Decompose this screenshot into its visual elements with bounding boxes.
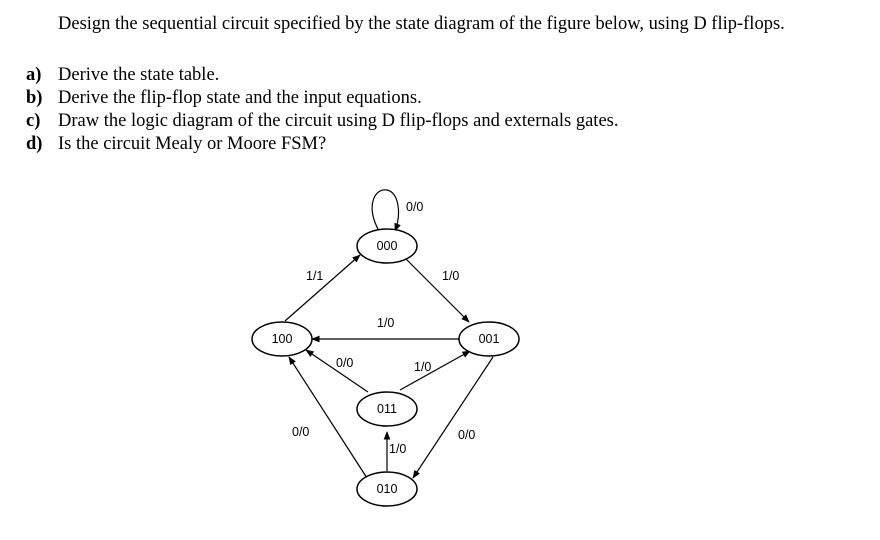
transition-label: 0/0 xyxy=(336,356,354,370)
state-000 xyxy=(357,229,417,263)
transition-label: 1/1 xyxy=(306,269,324,283)
state-010 xyxy=(357,472,417,506)
question-marker: a) xyxy=(26,65,42,85)
question-text: Derive the flip-flop state and the input equations. xyxy=(58,88,422,108)
state-label: 100 xyxy=(271,332,293,346)
transition-label: 1/0 xyxy=(442,269,460,283)
transition-label: 1/0 xyxy=(389,442,407,456)
transition-label: 1/0 xyxy=(377,316,395,330)
transition-000-to-001 xyxy=(405,258,469,322)
transition-001-to-010 xyxy=(413,357,493,478)
question-marker: c) xyxy=(26,111,41,131)
question-text: Draw the logic diagram of the circuit using D flip-flops and externals gates. xyxy=(58,111,619,131)
problem-intro: Design the sequential circuit specified by the state diagram of the figure below, using D flip-flops. xyxy=(58,14,785,34)
state-001 xyxy=(459,322,519,356)
transition-label: 0/0 xyxy=(458,428,476,442)
state-label: 001 xyxy=(478,332,500,346)
transition-010-to-100 xyxy=(289,357,367,478)
transition-label: 0/0 xyxy=(406,200,424,214)
question-text: Is the circuit Mealy or Moore FSM? xyxy=(58,134,327,154)
transition-000-self-loop xyxy=(372,190,398,231)
state-label: 011 xyxy=(377,402,397,416)
transition-100-to-000 xyxy=(285,255,360,321)
transition-011-to-001 xyxy=(400,351,470,390)
state-011 xyxy=(357,392,417,426)
state-100 xyxy=(252,322,312,356)
state-label: 010 xyxy=(376,482,398,496)
transition-label: 0/0 xyxy=(292,425,310,439)
question-marker: b) xyxy=(26,88,43,108)
question-marker: d) xyxy=(26,134,43,154)
question-text: Derive the state table. xyxy=(58,65,220,85)
state-label: 000 xyxy=(376,239,398,253)
transition-label: 1/0 xyxy=(414,360,432,374)
